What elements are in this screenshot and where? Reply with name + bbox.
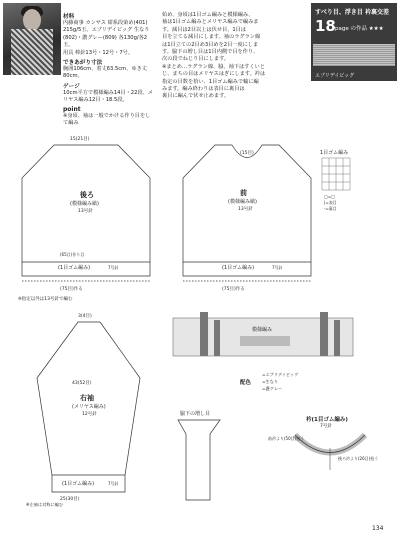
front-neck: (15目) (240, 151, 254, 156)
method-line: ※まとめ…ラグラン線、脇、袖下はすくいと (162, 63, 265, 70)
method-line: 裏目に編んで伏せ止めます。 (162, 93, 230, 100)
sleeve-width: 43(52目) (72, 381, 92, 386)
method-line: は1目立ての2目め3目めを2目一度にしま (162, 41, 259, 48)
sleeve-rib: (1目ゴム編み) (62, 481, 95, 487)
back-rib-needle: 7号針 (108, 265, 119, 270)
back-subtitle: (模様編み縞) (70, 201, 99, 207)
method-line: 指定の目数を拾い、1目ゴム編みで輪に編 (162, 78, 259, 85)
material-line: 内藤商事 カンサス 紺系段染め(401) (63, 20, 148, 26)
pattern-title: 配色 (240, 380, 252, 386)
front-needle: 13号針 (238, 207, 253, 212)
sleeve-bottom: 25(30目) (60, 497, 80, 502)
series-title: すべり目、浮き目 衿裏交差 (315, 9, 389, 16)
collar-right: 後ろ衿より(26目)拾う (338, 456, 379, 461)
underarm-chart (178, 420, 220, 500)
method-line: 袖は1目ゴム編みとメリヤス編みで編みま (162, 19, 259, 26)
gauge-line: リヤス編み12目・18.5段。 (63, 97, 128, 104)
sleeve-rib-needle: 7号針 (108, 481, 119, 486)
sleeve-title: 右袖 (80, 394, 94, 402)
pattern-sub: 模様編み (252, 327, 273, 333)
front-rib: (1目ゴム編み) (222, 265, 255, 271)
gauge-line: 10cm平方で模様編み14目・22段、メ (63, 89, 153, 96)
method-line: じ、まちの目はメリヤスはぎにします。衿は (162, 71, 266, 78)
material-line: 215g/5玉、エブリデイビッグ 生なり (63, 27, 150, 34)
front-width: (75目)作る (222, 287, 245, 292)
underarm-title: 脇下の増し目 (180, 411, 211, 417)
front-subtitle: (模様編み縞) (228, 199, 257, 205)
rib-chart-grid (322, 158, 350, 190)
rib-legend: □=□ (324, 194, 335, 199)
pattern-legend: =生なり (262, 379, 279, 384)
materials-heading: 材料 (63, 14, 75, 20)
color-pattern-chart (173, 312, 353, 356)
point-text: ※身頃、袖は一般でかける作り目をして編み (63, 112, 151, 127)
back-note: ※指定以外は13号針で編む (18, 297, 73, 302)
rib-chart-title: 1目ゴム編み (320, 150, 349, 156)
front-title: 前 (240, 189, 247, 197)
rib-legend: |=表目 (324, 200, 337, 205)
sleeve-needle: 12号針 (82, 412, 97, 417)
collar-left: 前衿より(50目)拾う (268, 436, 305, 441)
method-line: す。脇下の増し目は1目内側で目を作り、 (162, 49, 259, 56)
back-needle: 13号針 (78, 209, 93, 214)
pattern-legend: =濃グレー (262, 386, 283, 391)
back-neck: 15(21目) (70, 137, 90, 142)
page-ref-text: page の作品 ★★★ (335, 26, 384, 32)
sleeve-subtitle: (メリヤス編み) (72, 404, 106, 410)
front-rib-needle: 7号針 (272, 265, 283, 270)
collar-needle: 7号針 (320, 424, 332, 429)
method-line: 目を立てる減目にします。袖のラグラン線 (162, 34, 261, 41)
back-rib: (1目ゴム編み) (58, 265, 91, 271)
method-line: 次の段でねじり目にします。 (162, 56, 230, 63)
material-line: (802)・濃グレー(809) 各130g/各2玉。 (63, 34, 148, 49)
size-text: 胸囲106cm、着丈63.5cm、ゆき丈80cm。 (63, 66, 147, 80)
page-number: 134 (372, 525, 384, 532)
back-start: (65目)作り目 (60, 252, 85, 257)
collar-title: 衿(1目ゴム編み) (306, 417, 348, 423)
pattern-legend: =エブリデイビッグ (262, 372, 299, 377)
method-line: みます。編み終わりは表目に裏目は (162, 86, 245, 93)
page-ref-number: 18 (315, 17, 336, 35)
back-title: 後ろ (80, 191, 94, 199)
point-heading: point (63, 105, 81, 113)
yarn-label: エブリデイビッグ (315, 73, 355, 79)
method-line: す。減目は2目以上は伏せ目、1目は (162, 26, 246, 33)
sleeve-note: ※左袖は対称に編む (26, 502, 64, 507)
back-width: (75目)作る (60, 287, 83, 292)
sleeve-top: 3(4目) (78, 314, 92, 319)
material-line: 用具 棒針13号・12号・7号。 (63, 49, 134, 56)
rib-legend: -=裏目 (324, 206, 337, 211)
method-line: 始め、身頃は1目ゴム編みと模様編み、 (162, 12, 254, 18)
gauge-heading: ゲージ (63, 83, 80, 90)
size-heading: できあがり寸法 (63, 60, 103, 67)
